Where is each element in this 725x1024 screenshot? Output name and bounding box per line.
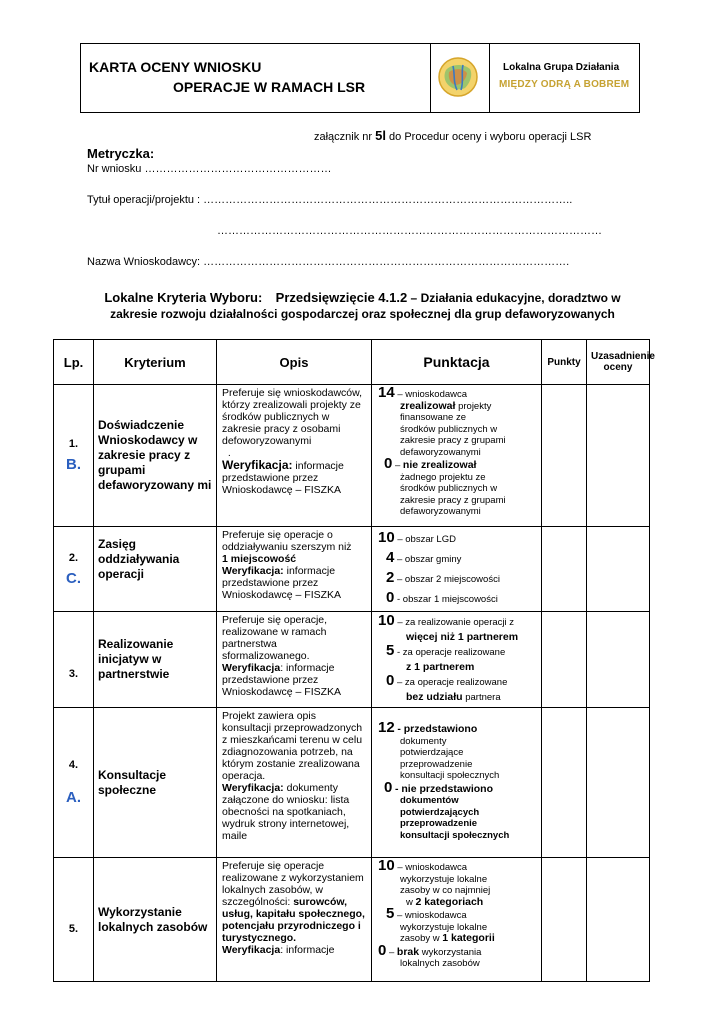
weryfikacja-text: informacje przedstawione przez Wnioskodawcę – FISZKA — [222, 565, 342, 601]
points-text: – obszar 2 miejscowości — [396, 574, 500, 585]
points-bold: brak — [396, 945, 420, 958]
row-opis — [217, 858, 372, 982]
header-box — [80, 43, 640, 113]
points-text: potwierdzające — [400, 747, 464, 758]
points-text: zakresie pracy z grupami — [400, 435, 506, 446]
applicant-name-field: Nazwa Wnioskodawcy: ………………………………………………………………………………………. — [87, 256, 570, 268]
row-opis — [217, 385, 372, 527]
weryfikacja-text: : informacje — [280, 944, 335, 956]
criteria-przedsiewziecie: Przedsięwzięcie 4.1.2 — [275, 290, 408, 305]
header-punktacja: Punktacja — [372, 340, 542, 385]
row-kryterium: Konsultacje społeczne — [94, 708, 217, 858]
header-kryterium: Kryterium — [94, 340, 217, 385]
points-value: 12 — [378, 719, 395, 736]
row-uzasadnienie-input[interactable] — [587, 527, 650, 612]
points-text: wykorzystuje lokalne — [400, 921, 488, 933]
row-punktacja — [372, 708, 542, 858]
opis-bold: surowców, usług, kapitału społecznego, potencjału przyrodniczego i turystycznego. — [222, 896, 365, 944]
weryfikacja-label: Weryfikacja: — [222, 565, 284, 577]
row-punkty-input[interactable] — [542, 858, 587, 982]
weryfikacja-label: Weryfikacja: — [222, 458, 293, 472]
points-bold: potwierdzających — [400, 806, 480, 818]
points-bold: 1 kategorii — [442, 932, 495, 944]
points-value: 10 — [378, 612, 395, 629]
row-lp: 3. — [54, 612, 94, 708]
row-letter: B. — [66, 456, 81, 473]
points-text: żadnego projektu ze — [400, 471, 486, 483]
points-value: 0 — [384, 778, 393, 796]
points-text: - obszar 1 miejscowości — [396, 594, 498, 605]
points-text: dokumenty — [400, 735, 447, 747]
points-text: - za operacje realizowane — [396, 647, 506, 658]
form-title-line2: OPERACJE W RAMACH LSR — [173, 79, 366, 95]
points-text: defaworyzowanymi — [400, 446, 481, 458]
weryfikacja-label: Weryfikacja: — [222, 782, 284, 794]
form-title-line1: KARTA OCENY WNIOSKU — [89, 59, 262, 75]
row-punkty-input[interactable] — [542, 527, 587, 612]
row-opis — [217, 527, 372, 612]
row-punktacja — [372, 385, 542, 527]
table-header-row — [54, 340, 650, 385]
metryczka-title: Metryczka: — [87, 146, 155, 161]
row-uzasadnienie-input[interactable] — [587, 858, 650, 982]
points-text: partnera — [465, 692, 501, 703]
points-value: 0 — [386, 589, 395, 606]
points-text: projekty — [458, 400, 492, 412]
points-bold: nie zrealizował — [402, 459, 477, 471]
points-text: – wnioskodawca — [396, 910, 467, 921]
opis-text: Preferuje się operacje realizowane z wykorzystaniem lokalnych zasobów, w szczególności: — [222, 860, 364, 908]
points-dash: – — [397, 389, 403, 400]
points-value: 0 — [384, 455, 393, 472]
table-row — [54, 385, 650, 527]
points-text: zasoby w — [400, 933, 440, 944]
row-uzasadnienie-input[interactable] — [587, 612, 650, 708]
points-text: środków publicznych w — [400, 483, 498, 494]
points-bold: przeprowadzenie — [400, 818, 478, 829]
points-bold: 2 kategoriach — [415, 895, 484, 908]
row-lp: 5. — [54, 858, 94, 982]
application-number-field: Nr wniosku …………………………………………… — [87, 163, 332, 175]
points-text: przeprowadzenie — [400, 758, 473, 770]
points-bold: więcej niż 1 partnerem — [406, 631, 519, 643]
points-bold: bez udziału — [406, 691, 463, 703]
points-text: – obszar gminy — [396, 554, 462, 565]
table-row — [54, 858, 650, 982]
table-row — [54, 708, 650, 858]
row-punktacja — [372, 527, 542, 612]
points-value: 14 — [378, 384, 395, 401]
points-value: 10 — [378, 529, 395, 546]
table-row — [54, 527, 650, 612]
weryfikacja-text: : informacje przedstawione przez Wnioskodawcę – FISZKA — [222, 662, 342, 698]
weryfikacja-text: informacje przedstawione przez Wnioskodawcę – FISZKA — [222, 460, 344, 496]
row-lp — [54, 385, 94, 527]
points-bold: konsultacji społecznych — [400, 829, 510, 841]
row-punktacja — [372, 612, 542, 708]
project-title-continuation: …………………………………………………………………………………………… — [217, 225, 602, 237]
row-lp — [54, 708, 94, 858]
points-text: – za operacje realizowane — [396, 677, 508, 688]
points-value: 0 — [378, 941, 387, 959]
points-value: 2 — [386, 569, 395, 586]
points-text: defaworyzowanymi — [400, 506, 481, 517]
lgd-logo-icon — [437, 56, 479, 98]
criteria-label: Lokalne Kryteria Wyboru: — [104, 290, 263, 305]
weryfikacja-text: dokumenty załączone do wniosku: lista obecności na spotkaniach, wydruk strony internetowej, maile — [222, 782, 350, 842]
points-text: wykorzystuje lokalne — [400, 873, 488, 885]
evaluation-table — [53, 339, 655, 982]
row-uzasadnienie-input[interactable] — [587, 708, 650, 858]
annex-number: 5l — [375, 128, 386, 143]
row-number: 2. — [68, 551, 79, 564]
annex-prefix: załącznik nr — [314, 131, 373, 143]
points-value: 4 — [386, 549, 395, 566]
org-brand: MIĘDZY ODRĄ A BOBREM — [499, 79, 630, 90]
points-text: – obszar LGD — [397, 534, 456, 545]
row-punktacja — [372, 858, 542, 982]
row-opis — [217, 612, 372, 708]
points-text: – wnioskodawca — [397, 862, 468, 873]
points-bold: - nie przedstawiono — [394, 782, 493, 795]
criteria-heading-line1 — [0, 290, 725, 305]
header-lp: Lp. — [54, 340, 94, 385]
opis-text: Projekt zawiera opis konsultacji przeprowadzonych z mieszkańcami terenu w celu zdiagnozowania potrzeb, na którym zostanie zrealizowana operacja. — [222, 710, 363, 782]
points-text: wnioskodawca — [405, 389, 468, 400]
points-text: konsultacji społecznych — [400, 770, 500, 781]
row-opis — [217, 708, 372, 858]
row-letter: C. — [66, 569, 81, 587]
project-title-field: Tytuł operacji/projektu : ……………………………………………………………………………………….. — [87, 194, 573, 206]
points-bold: z 1 partnerem — [406, 661, 475, 673]
opis-text: Preferuje się wnioskodawców, którzy zrealizowali projekty ze środków publicznych w zakresie pracy z osobami defoworyzowanymi — [222, 387, 363, 447]
points-bold: zrealizował — [400, 399, 456, 412]
points-text: środków publicznych w — [400, 423, 498, 435]
row-number: 1. — [68, 438, 79, 450]
row-number: 4. — [68, 759, 79, 771]
header-divider — [489, 44, 490, 112]
criteria-dash: – — [410, 291, 418, 305]
row-punkty-input[interactable] — [542, 612, 587, 708]
criteria-heading-line2: zakresie rozwoju działalności gospodarczej oraz społecznej dla grup defaworyzowanych — [110, 307, 615, 321]
row-kryterium: Realizowanie inicjatyw w partnerstwie — [94, 612, 217, 708]
row-letter: A. — [66, 789, 81, 806]
weryfikacja-label: Weryfikacja — [222, 944, 281, 956]
row-punkty-input[interactable] — [542, 385, 587, 527]
org-name: Lokalna Grupa Działania — [503, 62, 620, 73]
points-value: 5 — [386, 905, 395, 922]
opis-text: Preferuje się operacje, realizowane w ramach partnerstwa sformalizowanego. — [222, 614, 328, 662]
points-value: 0 — [386, 672, 395, 689]
row-kryterium: Doświadczenie Wnioskodawcy w zakresie pracy z grupami defaworyzowany mi — [94, 385, 217, 527]
points-dash: – — [394, 460, 401, 471]
points-text: wykorzystania — [421, 946, 482, 958]
points-text: w — [406, 896, 413, 908]
annex-line — [314, 128, 591, 143]
opis-dot: . — [227, 447, 231, 459]
points-value: 5 — [386, 642, 395, 659]
header-uzasadnienie: Uzasadnienie oceny — [587, 340, 650, 385]
header-punkty: Punkty — [542, 340, 587, 385]
points-bold: dokumentów — [400, 795, 459, 806]
points-text: zakresie pracy z grupami — [400, 494, 506, 506]
points-text: – za realizowanie operacji z — [397, 617, 515, 628]
points-dash: – — [388, 946, 395, 958]
points-bold: - przedstawiono — [397, 723, 478, 735]
row-punkty-input[interactable] — [542, 708, 587, 858]
header-divider — [430, 44, 431, 112]
weryfikacja-label: Weryfikacja — [222, 662, 281, 674]
annex-suffix: do Procedur oceny i wyboru operacji LSR — [389, 131, 592, 143]
opis-bold: 1 miejscowość — [222, 553, 297, 565]
points-text: finansowane ze — [400, 412, 467, 423]
row-lp — [54, 527, 94, 612]
criteria-desc-line1: Działania edukacyjne, doradztwo w — [420, 291, 621, 305]
points-text: zasoby w co najmniej — [400, 885, 491, 896]
row-uzasadnienie-input[interactable] — [587, 385, 650, 527]
row-kryterium: Wykorzystanie lokalnych zasobów — [94, 858, 217, 982]
header-opis: Opis — [217, 340, 372, 385]
row-kryterium: Zasięg oddziaływania operacji — [94, 527, 217, 612]
points-text: lokalnych zasobów — [400, 958, 480, 969]
table-row — [54, 612, 650, 708]
points-value: 10 — [378, 857, 395, 874]
opis-text: Preferuje się operacje o oddziaływaniu szerszym niż — [222, 529, 352, 553]
